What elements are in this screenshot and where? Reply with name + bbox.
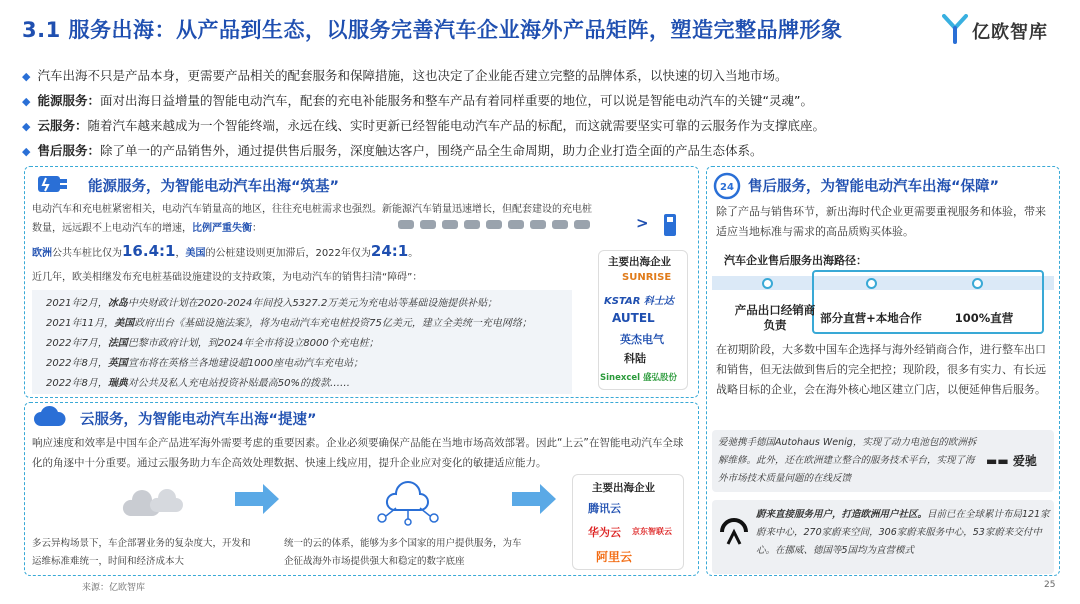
company-logo-sunrise: SUNRISE	[622, 272, 672, 283]
logo-text: 亿欧智库	[972, 22, 1048, 43]
arrow-right-icon	[512, 484, 556, 514]
cloud-companies-title: 主要出海企业	[592, 482, 655, 494]
stage-label: 产品出口经销商负责	[734, 303, 816, 332]
car-row-icon	[396, 214, 596, 236]
bullet-aftersales: ◆ 售后服务：除了单一的产品销售外，通过提供售后服务，深度触达客户，围绕产品全生命周期，助力企业打造全面的产品生态体系。	[22, 143, 763, 158]
cloud-mid-caption: 统一的云的体系，能够为多个国家的用户提供服务，为车企征战海外市场提供强大和稳定的数字底座	[284, 538, 522, 567]
cloud-para: 响应速度和效率是中国车企产品进军海外需要考虑的重要因素。企业必须要确保产品能在当地市场高效部署。因此“上云”在智能电动汽车全球化的角逐中十分重要。通过云服务助力车企高效处理数据、快速上线应用，提升企业应对变化的敏捷适应能力。	[32, 437, 684, 469]
aichi-quote: 爱驰携手德国Autohaus Wenig，实现了动力电池包的欧洲拆解维修。此外，还在欧洲建立整合的服务技术平台，实现了海外市场技术质量问题的在线反馈	[718, 437, 977, 484]
company-logo-sinexcel: Sinexcel 盛弘股份	[600, 373, 678, 383]
energy-para1: 电动汽车和充电桩紧密相关，电动汽车销量高的地区，往往充电桩需求也强烈。新能源汽车销量迅速增长，但配套建设的充电桩数量，远远跟不上电动汽车的增速，比例严重失衡：	[32, 204, 592, 234]
energy-title: 能源服务，为智能电动汽车出海“筑基”	[88, 179, 340, 195]
unified-cloud-icon	[372, 476, 444, 526]
page-title: 3.1 服务出海：从产品到生态，以服务完善汽车企业海外产品矩阵，塑造完整品牌形象	[22, 18, 843, 42]
nio-logo-icon	[718, 514, 750, 546]
cloud-left-caption: 多云异构场景下，车企部署业务的复杂度大，开发和运维标准难统一，时间和经济成本大	[32, 538, 251, 567]
stage-dot	[762, 278, 773, 289]
company-logo-kelu: 科陆	[624, 352, 646, 365]
logo-mark-icon	[942, 14, 968, 44]
charging-plug-icon	[36, 170, 76, 198]
company-logo-yingjie: 英杰电气	[620, 333, 664, 346]
timeline-item: 2022年8月，瑞典对公共及私人充电站投资补贴最高50%的拨款……	[46, 378, 351, 389]
stage-label: 100%直营	[954, 310, 1014, 325]
stage-dot	[972, 278, 983, 289]
svg-text:24: 24	[720, 182, 734, 193]
timeline-item: 2021年11月，美国政府出台《基础设施法案》，将为电动汽车充电桩投资75亿美元，建立全美统一充电网络；	[46, 318, 532, 329]
aichi-mark-icon: ▬▬	[986, 454, 1013, 468]
footer-source: 来源：亿欧智库	[82, 583, 146, 593]
ratio-line: 欧洲公共车桩比仅为16.4:1，美国的公桩建设则更加滞后，2022年仅为24:1。	[32, 242, 419, 260]
timeline-item: 2022年8月，英国宣布将在英格兰各地建设超1000座电动汽车充电站；	[46, 358, 364, 369]
company-logo-huawei-cloud: 华为云	[588, 526, 621, 539]
company-logo-autel: AUTEL	[612, 311, 655, 325]
service-24h-icon	[712, 171, 742, 201]
timeline-item: 2022年7月，法国巴黎市政府计划，到2024年全市将设立8000个充电桩；	[46, 338, 379, 349]
aftersales-para2: 在初期阶段，大多数中国车企选择与海外经销商合作，进行整车出口和销售，但无法做到售后的完全把控；现阶段，很多有实力、有长远战略目标的企业，会在海外核心地区建立门店，以便延伸售后服务。	[716, 343, 1046, 396]
cloud-icon	[32, 404, 68, 430]
stage-label: 部分直营+本地合作	[820, 310, 922, 325]
bullet-cloud: ◆ 云服务：随着汽车越来越成为一个智能终端，永远在线、实时更新已经智能电动汽车产品的标配，而这就需要坚实可靠的云服务作为支撑底座。	[22, 118, 825, 133]
company-logo-aliyun: 阿里云	[596, 550, 633, 564]
arrow-right-icon	[235, 484, 279, 514]
nio-quote: 蔚来直接服务用户，打造欧洲用户社区。目前已在全球累计布局121家蔚来中心，270家蔚来空间，306家蔚来服务中心，53家蔚来交付中心。在挪威、德国等5国均为直营模式	[756, 509, 1050, 556]
diamond-icon: ◆	[22, 120, 31, 133]
timeline-item: 2021年2月，冰岛中央财政计划在2020-2024年间投入5327.2万美元为充电站等基础设施提供补贴；	[46, 298, 498, 309]
diamond-icon: ◆	[22, 145, 31, 158]
aftersales-para1: 除了产品与销售环节，新出海时代企业更需要重视服务和体验，带来适应当地标准与需求的高品质购买体验。	[716, 205, 1046, 238]
aichi-logo: ▬▬ 爱驰	[986, 454, 1037, 468]
company-logo-kstar: KSTAR 科士达	[604, 296, 674, 307]
stage-dot	[866, 278, 877, 289]
bullet-intro: ◆ 汽车出海不只是产品本身，更需要产品相关的配套服务和保障措施，这也决定了企业能否建立完整的品牌体系，以快速的切入当地市场。	[22, 68, 788, 83]
multi-cloud-icon	[110, 478, 200, 528]
greater-than-sign: >	[636, 214, 649, 232]
bullet-energy: ◆ 能源服务：面对出海日益增量的智能电动汽车，配套的充电补能服务和整车产品有着同样重要的地位，可以说是智能电动汽车的关键“灵魂”。	[22, 93, 813, 108]
brand-logo	[942, 12, 1062, 46]
company-logo-tencent-cloud: 腾讯云	[588, 502, 621, 515]
cloud-title: 云服务，为智能电动汽车出海“提速”	[80, 412, 317, 428]
company-logo-jd-cloud: 京东智联云	[632, 527, 672, 536]
aftersales-title: 售后服务，为智能电动汽车出海“保障”	[748, 179, 1000, 195]
diamond-icon: ◆	[22, 70, 31, 83]
diamond-icon: ◆	[22, 95, 31, 108]
page-number: 25	[1044, 580, 1056, 590]
energy-companies-title: 主要出海企业	[608, 256, 671, 268]
energy-para2: 近几年，欧美相继发布充电桩基础设施建设的支持政策，为电动汽车的销售扫清“障碍”：	[32, 272, 423, 283]
charger-icon	[662, 212, 680, 238]
aftersales-path-title: 汽车企业售后服务出海路径：	[724, 254, 867, 267]
